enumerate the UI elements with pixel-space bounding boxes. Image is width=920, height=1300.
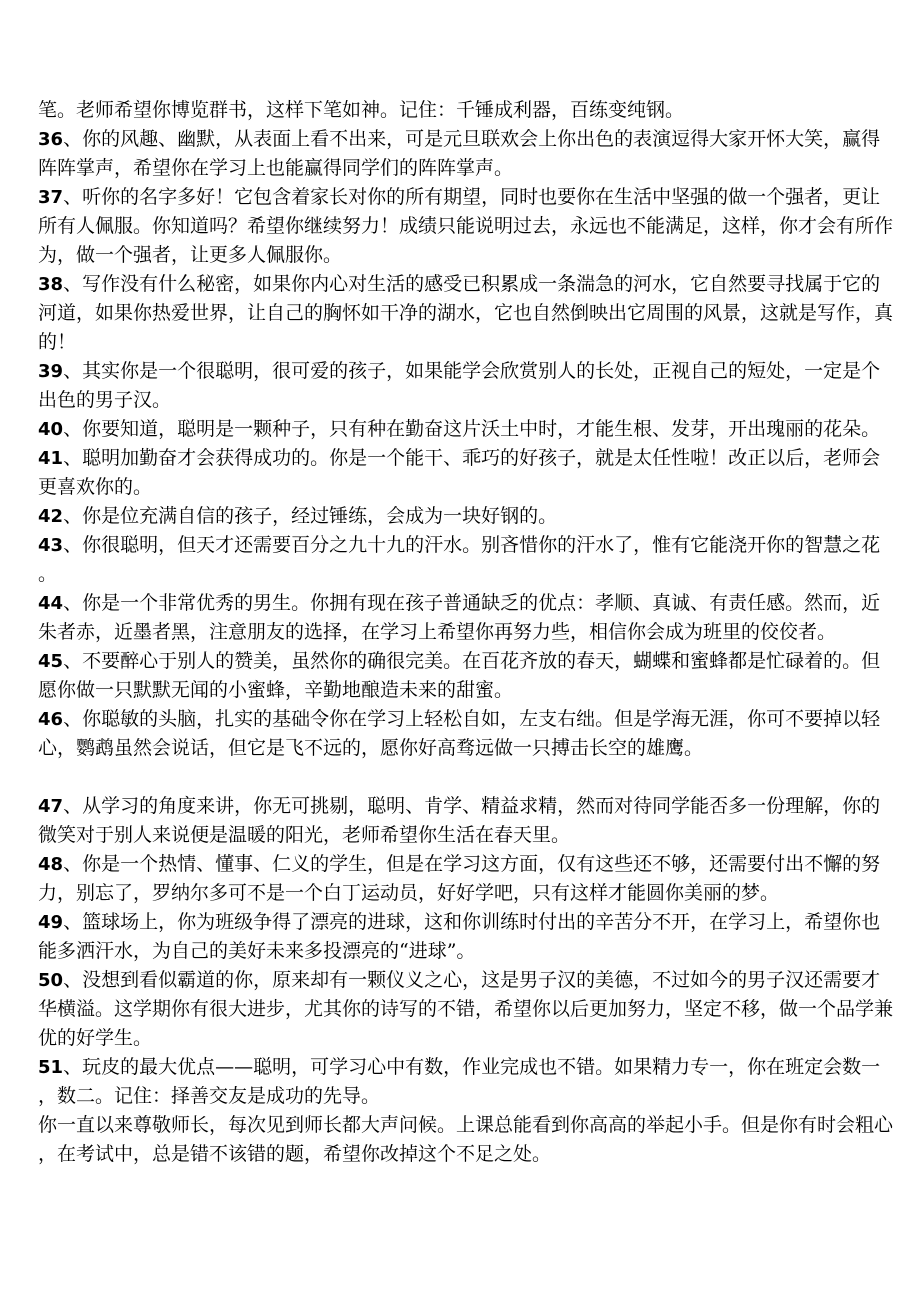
paragraph-42 [38,502,894,531]
blank-line [38,763,894,792]
paragraph-number: 51 [38,1057,64,1078]
paragraph-text: 、你要知道，聪明是一颗种子，只有种在勤奋这片沃土中时，才能生根、发芽，开出瑰丽的花朵。 [63,418,881,440]
paragraph-41 [38,444,894,502]
document-body [38,96,894,1169]
paragraph-49 [38,908,894,966]
paragraph-number: 44 [38,593,64,614]
paragraph-number: 40 [38,419,64,440]
paragraph-text: 、写作没有什么秘密，如果你内心对生活的感受已积累成一条湍急的河水，它自然要寻找属于它的河道，如果你热爱世界，让自己的胸怀如干净的湖水，它也自然倒映出它周围的风景，这就是写作，真的！ [38,273,894,353]
paragraph-number: 45 [38,651,64,672]
paragraph-number: 36 [38,129,64,150]
paragraph-51 [38,1053,894,1111]
paragraph-text: 、玩皮的最大优点——聪明，可学习心中有数，作业完成也不错。如果精力专一，你在班定会数一，数二。记住：择善交友是成功的先导。 [38,1056,881,1107]
paragraph-number: 50 [38,970,64,991]
paragraph-text: 、你是一个非常优秀的男生。你拥有现在孩子普通缺乏的优点：孝顺、真诚、有责任感。然而，近朱者赤，近墨者黑，注意朋友的选择，在学习上希望你再努力些，相信你会成为班里的佼佼者。 [38,592,881,643]
paragraph-number: 42 [38,506,64,527]
paragraph-number: 39 [38,361,64,382]
paragraph-40 [38,415,894,444]
paragraph-text: 、听你的名字多好！它包含着家长对你的所有期望，同时也要你在生活中坚强的做一个强者，更让所有人佩服。你知道吗？希望你继续努力！成绩只能说明过去，永远也不能满足，这样，你才会有所作为，做一个强者，让更多人佩服你。 [38,186,894,266]
paragraph-47 [38,792,894,850]
paragraph-45 [38,647,894,705]
paragraph-46 [38,705,894,763]
paragraph-44 [38,589,894,647]
paragraph-number: 46 [38,709,64,730]
paragraph-text: 、从学习的角度来讲，你无可挑剔，聪明、肯学、精益求精，然而对待同学能否多一份理解，你的微笑对于别人来说便是温暖的阳光，老师希望你生活在春天里。 [38,795,881,846]
paragraph-final [38,1111,894,1169]
paragraph-48 [38,850,894,908]
paragraph-number: 47 [38,796,64,817]
paragraph-text: 、不要醉心于别人的赞美，虽然你的确很完美。在百花齐放的春天，蝴蝶和蜜蜂都是忙碌着的。但愿你做一只默默无闻的小蜜蜂，辛勤地酿造未来的甜蜜。 [38,650,881,701]
paragraph-continuation [38,96,894,125]
paragraph-number: 43 [38,535,64,556]
paragraph-number: 38 [38,274,64,295]
paragraph-text: 、你的风趣、幽默，从表面上看不出来，可是元旦联欢会上你出色的表演逗得大家开怀大笑，赢得阵阵掌声，希望你在学习上也能赢得同学们的阵阵掌声。 [38,128,881,179]
paragraph-39 [38,357,894,415]
paragraph-text: 笔。老师希望你博览群书，这样下笔如神。记住：千锤成利器，百练变纯钢。 [38,99,685,121]
paragraph-37 [38,183,894,270]
paragraph-50 [38,966,894,1053]
paragraph-number: 49 [38,912,64,933]
paragraph-number: 48 [38,854,64,875]
paragraph-text: 你一直以来尊敬师长，每次见到师长都大声问候。上课总能看到你高高的举起小手。但是你有时会粗心，在考试中，总是错不该错的题，希望你改掉这个不足之处。 [38,1114,894,1165]
paragraph-text: 、没想到看似霸道的你，原来却有一颗仪义之心，这是男子汉的美德，不过如今的男子汉还需要才华横溢。这学期你有很大进步，尤其你的诗写的不错，希望你以后更加努力，坚定不移，做一个品学兼优的好学生。 [38,969,894,1049]
paragraph-text: 、聪明加勤奋才会获得成功的。你是一个能干、乖巧的好孩子，就是太任性啦！改正以后，老师会更喜欢你的。 [38,447,881,498]
paragraph-text: 、你是一个热情、懂事、仁义的学生，但是在学习这方面，仅有这些还不够，还需要付出不懈的努力，别忘了，罗纳尔多可不是一个白丁运动员，好好学吧，只有这样才能圆你美丽的梦。 [38,853,881,904]
paragraph-43 [38,531,894,589]
paragraph-text: 、其实你是一个很聪明，很可爱的孩子，如果能学会欣赏别人的长处，正视自己的短处，一定是个出色的男子汉。 [38,360,881,411]
paragraph-38 [38,270,894,357]
paragraph-number: 37 [38,187,64,208]
paragraph-number: 41 [38,448,64,469]
paragraph-text: 、你聪敏的头脑，扎实的基础令你在学习上轻松自如，左支右绌。但是学海无涯，你可不要掉以轻心，鹦鹉虽然会说话，但它是飞不远的，愿你好高骛远做一只搏击长空的雄鹰。 [38,708,881,759]
paragraph-text: 、你是位充满自信的孩子，经过锤练，会成为一块好钢的。 [63,505,558,527]
paragraph-text: 、篮球场上，你为班级争得了漂亮的进球，这和你训练时付出的辛苦分不开，在学习上，希望你也能多洒汗水，为自己的美好未来多投漂亮的“进球”。 [38,911,881,962]
paragraph-text: 、你很聪明，但天才还需要百分之九十九的汗水。别吝惜你的汗水了，惟有它能浇开你的智慧之花。 [38,534,881,585]
paragraph-36 [38,125,894,183]
